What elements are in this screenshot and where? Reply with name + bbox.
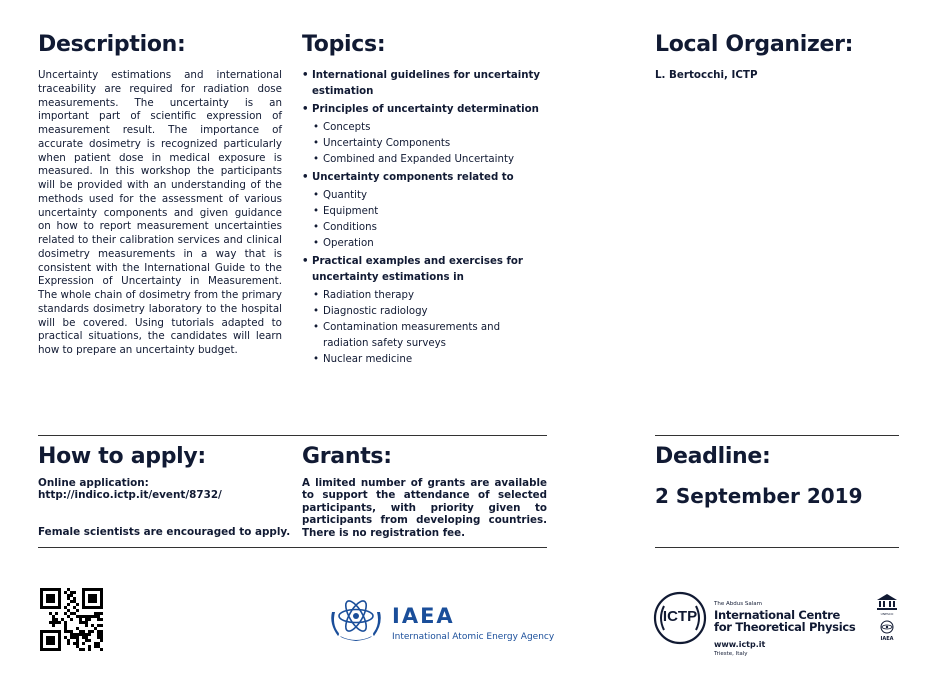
unesco-logo-icon	[876, 592, 898, 612]
topic-subitem: • Diagnostic radiology	[302, 304, 548, 320]
topic-subitem: • Operation	[302, 236, 548, 252]
iaea-small-label: IAEA	[880, 636, 894, 642]
apply-note: Female scientists are encouraged to apply.	[38, 526, 291, 538]
qr-code[interactable]	[40, 588, 103, 651]
ictp-abdus-salam: The Abdus Salam	[714, 601, 762, 607]
description-heading: Description:	[38, 32, 186, 57]
divider-top-right	[655, 435, 899, 436]
divider-top-left	[38, 435, 547, 436]
iaea-logo-icon	[326, 592, 386, 644]
description-body: Uncertainty estimations and international traceability are required for radiation dose measurements. The uncertainty is an important part of scientific expression of measurement result. The importance of accurate dosimetry is recognized particularly when patient dose in medical exposure is measured. In this workshop the participants will be provided with an understanding of the methods used for the assessment of various uncertainty components and given guidance on how to report measurement uncertainties related to their calibration services and clinical dosimetry measurements in a way that is consistent with the International Guide to the Expression of Uncertainty in Measurement. The whole chain of dosimetry from the primary standards dosimetry laboratory to the hospital will be covered. Using tutorials adapted to practical situations, the candidates will learn how to prepare an uncertainty budget.	[38, 69, 282, 356]
topic-subitem: • Contamination measurements and radiation safety surveys	[302, 320, 548, 352]
deadline-date: 2 September 2019	[655, 484, 863, 508]
apply-heading: How to apply:	[38, 444, 206, 469]
topics-list	[302, 68, 548, 370]
topic-item: • Principles of uncertainty determination	[302, 102, 548, 118]
ictp-logo-text: ICTP	[662, 608, 698, 625]
topic-item: • Uncertainty components related to	[302, 170, 548, 186]
topic-subitem: • Nuclear medicine	[302, 352, 548, 368]
deadline-heading: Deadline:	[655, 444, 771, 469]
iaea-full-name: International Atomic Energy Agency	[392, 632, 555, 642]
apply-online-label: Online application:	[38, 477, 149, 489]
topic-subitem: • Equipment	[302, 204, 548, 220]
topic-item: • International guidelines for uncertainty estimation	[302, 68, 548, 100]
topics-heading: Topics:	[302, 32, 386, 57]
organizer-heading: Local Organizer:	[655, 32, 854, 57]
topic-subitem: • Combined and Expanded Uncertainty	[302, 152, 548, 168]
iaea-name: IAEA	[392, 604, 455, 628]
iaea-small-logo-icon	[878, 620, 896, 636]
organizer-name: L. Bertocchi, ICTP	[655, 69, 758, 81]
topic-subitem: • Conditions	[302, 220, 548, 236]
ictp-title-line1: International Centre	[714, 608, 841, 622]
divider-bottom-right	[655, 547, 899, 548]
grants-body: A limited number of grants are available to support the attendance of selected participants, with priority given to participants from developing countries. There is no registration fee.	[302, 477, 547, 539]
ictp-title-line2: for Theoretical Physics	[714, 620, 856, 634]
topic-item: • Practical examples and exercises for uncertainty estimations in	[302, 254, 548, 286]
topic-subitem: • Quantity	[302, 188, 548, 204]
divider-bottom-left	[38, 547, 547, 548]
topic-subitem: • Concepts	[302, 120, 548, 136]
topic-subitem: • Uncertainty Components	[302, 136, 548, 152]
ictp-url[interactable]: www.ictp.it	[714, 640, 766, 649]
topic-subitem: • Radiation therapy	[302, 288, 548, 304]
unesco-label: UNESCO	[880, 612, 894, 616]
apply-url-link[interactable]: http://indico.ictp.it/event/8732/	[38, 489, 222, 501]
grants-heading: Grants:	[302, 444, 392, 469]
ictp-city: Trieste, Italy	[714, 651, 748, 657]
